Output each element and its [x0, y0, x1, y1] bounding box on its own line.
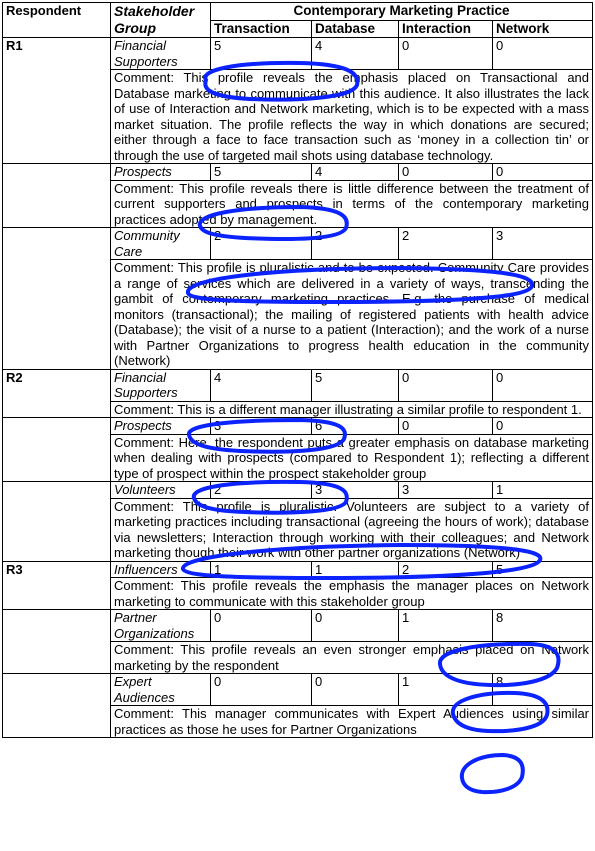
- stakeholder-group: Financial Supporters: [111, 369, 211, 401]
- ink-circle: [462, 755, 523, 792]
- network-score: 0: [493, 164, 593, 181]
- database-score: 1: [312, 561, 399, 578]
- respondent-id: R3: [3, 561, 111, 610]
- comment-text: Comment: This profile reveals the emphasis the manager places on Network marketing to communicate with this stakeholder group: [111, 578, 593, 610]
- stakeholder-group: Influencers: [111, 561, 211, 578]
- network-score: 8: [493, 610, 593, 642]
- database-score: 4: [312, 164, 399, 181]
- database-score: 4: [312, 38, 399, 70]
- marketing-practice-table: [2, 2, 593, 738]
- table-row: [3, 610, 593, 642]
- stakeholder-group: Community Care: [111, 228, 211, 260]
- stakeholder-group: Prospects: [111, 418, 211, 435]
- comment-text: Comment: This is a different manager illustrating a similar profile to respondent 1.: [111, 401, 593, 418]
- stakeholder-group: Volunteers: [111, 482, 211, 499]
- respondent-header: Respondent: [3, 3, 111, 38]
- respondent-id: R2: [3, 369, 111, 418]
- database-score: 5: [312, 369, 399, 401]
- network-score: 0: [493, 418, 593, 435]
- network-score: 8: [493, 674, 593, 706]
- network-score: 5: [493, 561, 593, 578]
- transaction-score: 2: [211, 482, 312, 499]
- transaction-score: 3: [211, 418, 312, 435]
- interaction-score: 2: [399, 228, 493, 260]
- interaction-score: 0: [399, 418, 493, 435]
- respondent-cell: [3, 610, 111, 674]
- database-header: Database: [312, 20, 399, 38]
- table-row: [3, 369, 593, 401]
- transaction-header: Transaction: [211, 20, 312, 38]
- table-row: [3, 38, 593, 70]
- database-score: 2: [312, 228, 399, 260]
- comment-text: Comment: This profile reveals the emphasis placed on Transactional and Database marketing to communicate with this audience. It also illustrates the lack of use of Interaction and Network marketing, which is to be expected with a mass market situation. The profile reflects the way in which donations are secured; either through a face to face transaction such as ‘money in a collection tin’ or through the use of targeted mail shots using database technology.: [111, 70, 593, 164]
- table-row: [3, 164, 593, 181]
- comment-text: Comment: This profile is pluralistic and to be expected. Community Care provides a range of services which are delivered in a variety of ways, transcending the gambit of contemporary marketing practices. E.g. the purchase of medical monitors (transactional); the mailing of registered patients with health advice (Database); the visit of a nurse to a patient (Interaction); and the work of a nurse with Partner Organizations to progress health education in the community (Network): [111, 260, 593, 370]
- transaction-score: 1: [211, 561, 312, 578]
- network-score: 1: [493, 482, 593, 499]
- database-score: 6: [312, 418, 399, 435]
- table-row: [3, 674, 593, 706]
- stakeholder-group: Financial Supporters: [111, 38, 211, 70]
- respondent-cell: [3, 228, 111, 370]
- stakeholder-group: Expert Audiences: [111, 674, 211, 706]
- interaction-score: 0: [399, 369, 493, 401]
- network-header: Network: [493, 20, 593, 38]
- comment-text: Comment: This profile reveals an even stronger emphasis placed on Network marketing by the respondent: [111, 642, 593, 674]
- interaction-score: 0: [399, 164, 493, 181]
- comment-text: Comment: This manager communicates with Expert Audiences using similar practices as those he uses for Partner Organizations: [111, 706, 593, 738]
- transaction-score: 5: [211, 164, 312, 181]
- table-row: [3, 418, 593, 435]
- comment-text: Comment: Here, the respondent puts a greater emphasis on database marketing when dealing with prospects (compared to Respondent 1); reflecting a different type of prospect within the prospect stakeholder group: [111, 434, 593, 482]
- respondent-cell: [3, 164, 111, 228]
- network-score: 3: [493, 228, 593, 260]
- interaction-score: 3: [399, 482, 493, 499]
- database-score: 0: [312, 674, 399, 706]
- stakeholder-group-header: Stakeholder Group: [111, 3, 211, 38]
- interaction-score: 0: [399, 38, 493, 70]
- respondent-cell: [3, 674, 111, 738]
- network-score: 0: [493, 369, 593, 401]
- transaction-score: 4: [211, 369, 312, 401]
- transaction-score: 0: [211, 674, 312, 706]
- transaction-score: 0: [211, 610, 312, 642]
- respondent-id: R1: [3, 38, 111, 164]
- table-row: [3, 482, 593, 499]
- interaction-score: 1: [399, 674, 493, 706]
- stakeholder-group: Partner Organizations: [111, 610, 211, 642]
- comment-text: Comment: This profile is pluralistic. Volunteers are subject to a variety of marketing practices including transactional (agreeing the hours of work); database via newsletters; Interaction through working with their colleagues; and Network marketing though their work with other partner organizations (Network): [111, 498, 593, 561]
- database-score: 3: [312, 482, 399, 499]
- table-row: [3, 228, 593, 260]
- practice-header: Contemporary Marketing Practice: [211, 3, 593, 21]
- stakeholder-group: Prospects: [111, 164, 211, 181]
- respondent-cell: [3, 418, 111, 482]
- table-row: [3, 561, 593, 578]
- transaction-score: 2: [211, 228, 312, 260]
- network-score: 0: [493, 38, 593, 70]
- database-score: 0: [312, 610, 399, 642]
- comment-text: Comment: This profile reveals there is little difference between the treatment of current supporters and prospects in terms of the contemporary marketing practices adopted by management.: [111, 180, 593, 228]
- interaction-score: 1: [399, 610, 493, 642]
- interaction-score: 2: [399, 561, 493, 578]
- transaction-score: 5: [211, 38, 312, 70]
- respondent-cell: [3, 482, 111, 562]
- table-body: [3, 38, 593, 738]
- interaction-header: Interaction: [399, 20, 493, 38]
